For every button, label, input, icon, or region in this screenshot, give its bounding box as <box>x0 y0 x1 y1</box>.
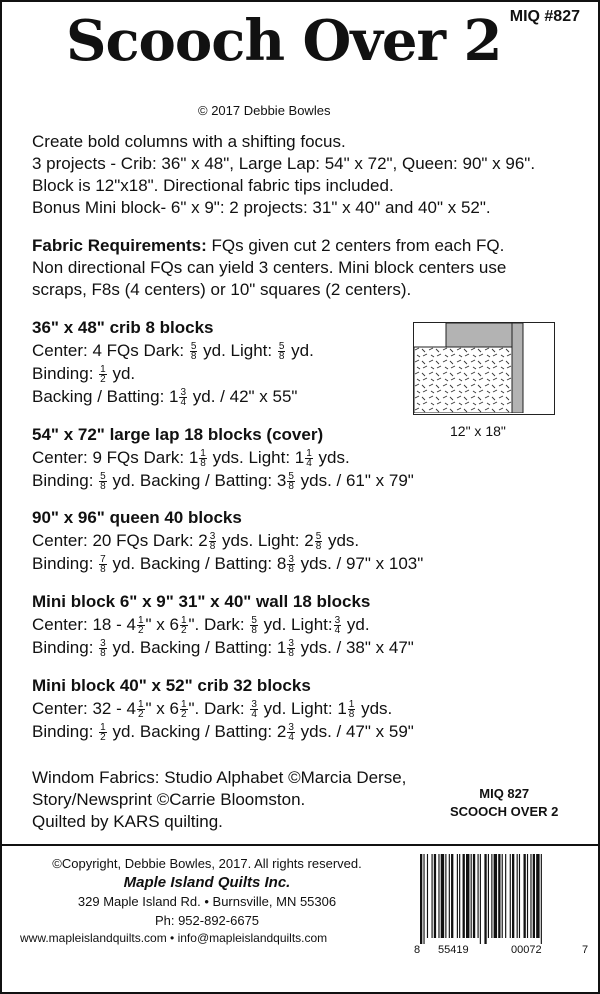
fraction: $\frac{1}{8}$ <box>348 699 355 721</box>
backing-unit: yds. / 47" x 59" <box>295 722 414 741</box>
fraction: $\frac{7}{8}$ <box>100 554 106 576</box>
light-unit: yd. <box>342 615 370 634</box>
footer-copyright: ©Copyright, Debbie Bowles, 2017. All rights reserved. <box>52 856 362 871</box>
barcode-bar <box>466 854 469 938</box>
publisher-info <box>34 854 380 930</box>
title-copyright: © 2017 Debbie Bowles <box>198 103 331 118</box>
project-crib <box>32 316 314 408</box>
barcode-bar <box>510 854 511 938</box>
barcode-bar <box>432 854 433 938</box>
product-id: MIQ 827 <box>479 786 530 801</box>
intro-line: Block is 12"x18". Directional fabric tips included. <box>32 176 394 195</box>
barcode-bar <box>480 854 481 944</box>
fraction: $\frac{1}{2}$ <box>137 615 144 637</box>
fabric-line: scraps, F8s (4 centers) or 10" squares (2 centers). <box>32 280 412 299</box>
block-size-label: 12" x 18" <box>450 423 506 439</box>
center-text: Center: 4 FQs Dark: <box>32 341 189 360</box>
web-contact-link[interactable]: www.mapleislandquilts.com • info@mapleislandquilts.com <box>20 931 328 945</box>
light-unit: yds. <box>313 448 350 467</box>
barcode-bar <box>478 854 479 938</box>
binding-text: Binding: <box>32 471 99 490</box>
project-heading: Mini block 40" x 52" crib 32 blocks <box>32 676 311 695</box>
intro-line: Bonus Mini block- 6" x 9": 2 projects: 31" x 40" and 40" x 52". <box>32 198 491 217</box>
barcode-group-1: 55419 <box>438 944 469 956</box>
fraction: $\frac{3}{4}$ <box>288 722 294 744</box>
binding-unit: yd. Backing / Batting: 3 <box>107 471 287 490</box>
fraction: $\frac{3}{8}$ <box>288 638 294 660</box>
binding-unit: yd. <box>107 364 136 383</box>
fabric-credits <box>32 767 406 833</box>
fabric-line: FQs given cut 2 centers from each FQ. <box>206 236 505 255</box>
company-address: 329 Maple Island Rd. • Burnsville, MN 55306 <box>77 894 337 909</box>
barcode-bar <box>449 854 450 938</box>
barcode-bar <box>491 854 492 938</box>
intro-line: Create bold columns with a shifting focus. <box>32 132 346 151</box>
fraction: $\frac{3}{4}$ <box>251 699 257 721</box>
fraction: $\frac{1}{2}$ <box>137 699 144 721</box>
barcode-bar <box>527 854 528 938</box>
fraction: $\frac{5}{8}$ <box>100 471 106 493</box>
barcode-bar <box>512 854 514 938</box>
binding-unit: yd. Backing / Batting: 2 <box>107 722 287 741</box>
backing-text: Backing / Batting: 1 <box>32 387 179 406</box>
credit-line: Windom Fabrics: Studio Alphabet ©Marcia Derse, <box>32 768 407 787</box>
fabric-requirements-label: Fabric Requirements: <box>32 236 207 255</box>
light-text: yd. Light: 1 <box>258 699 347 718</box>
intro-description <box>32 131 535 219</box>
fraction: $\frac{5}{8}$ <box>190 341 197 363</box>
backing-unit: yds. / 97" x 103" <box>295 554 424 573</box>
barcode-bar <box>519 854 520 938</box>
center-text: Center: 32 - 4 <box>32 699 136 718</box>
dark-unit: yds. Light: 2 <box>217 531 314 550</box>
barcode-bar <box>541 854 542 944</box>
dark-unit: yd. Light: <box>198 341 277 360</box>
intro-line: 3 projects - Crib: 36" x 48", Large Lap: 54" x 72", Queen: 90" x 96". <box>32 154 536 173</box>
center-text: Center: 9 FQs Dark: 1 <box>32 448 199 467</box>
block-diagram-svg <box>414 323 553 413</box>
fraction: $\frac{5}{8}$ <box>278 341 285 363</box>
size-text: " x 6 <box>145 615 179 634</box>
barcode-bar <box>536 854 539 938</box>
block-diagram <box>413 322 555 415</box>
project-heading: Mini block 6" x 9" 31" x 40" wall 18 blocks <box>32 592 371 611</box>
binding-unit: yd. Backing / Batting: 8 <box>107 554 287 573</box>
barcode-bar <box>502 854 503 938</box>
barcode <box>410 850 586 950</box>
pattern-id: MIQ #827 <box>509 8 580 25</box>
fraction: $\frac{1}{2}$ <box>180 699 187 721</box>
project-mini-crib <box>32 674 414 743</box>
barcode-bar <box>471 854 472 938</box>
barcode-bar <box>530 854 531 938</box>
company-phone: Ph: 952-892-6675 <box>154 913 260 928</box>
light-text: yd. Light: <box>258 615 333 634</box>
binding-text: Binding: <box>32 722 99 741</box>
center-text: Center: 18 - 4 <box>32 615 136 634</box>
center-text: Center: 20 FQs Dark: 2 <box>32 531 208 550</box>
barcode-bar <box>441 854 444 938</box>
dark-text: ". Dark: <box>188 699 250 718</box>
barcode-bar <box>524 854 526 938</box>
fraction: $\frac{1}{8}$ <box>200 448 206 470</box>
backing-unit: yds. / 38" x 47" <box>295 638 414 657</box>
barcode-bar <box>445 854 446 938</box>
project-heading: 90" x 96" queen 40 blocks <box>32 508 242 527</box>
fabric-line: Non directional FQs can yield 3 centers. Mini block centers use <box>32 258 507 277</box>
barcode-lead-digit: 8 <box>414 944 421 956</box>
fraction: $\frac{3}{8}$ <box>209 531 216 553</box>
footer-divider <box>2 844 598 846</box>
barcode-bar <box>505 854 506 938</box>
barcode-group-2: 00072 <box>511 944 542 956</box>
product-name: SCOOCH OVER 2 <box>450 804 559 819</box>
company-name: Maple Island Quilts Inc. <box>123 874 291 891</box>
light-unit: yds. <box>356 699 393 718</box>
size-text: " x 6 <box>145 699 179 718</box>
project-heading: 36" x 48" crib 8 blocks <box>32 318 214 337</box>
barcode-bar <box>533 854 535 938</box>
dark-unit: yds. Light: 1 <box>207 448 305 467</box>
fraction: $\frac{1}{4}$ <box>306 448 312 470</box>
barcode-bar <box>427 854 428 938</box>
fraction: $\frac{5}{8}$ <box>315 531 322 553</box>
barcode-bar <box>420 854 422 944</box>
credit-line: Story/Newsprint ©Carrie Bloomston. <box>32 790 306 809</box>
barcode-bar <box>457 854 458 938</box>
binding-text: Binding: <box>32 554 99 573</box>
light-unit: yds. <box>323 531 360 550</box>
light-unit: yd. <box>286 341 314 360</box>
project-lap <box>32 423 414 492</box>
fraction: $\frac{1}{2}$ <box>100 722 106 744</box>
project-queen <box>32 506 423 575</box>
barcode-bar <box>488 854 489 938</box>
fraction: $\frac{5}{8}$ <box>288 471 294 493</box>
dark-text: ". Dark: <box>188 615 250 634</box>
barcode-bar <box>463 854 465 938</box>
barcode-bar <box>484 854 486 944</box>
barcode-bar <box>498 854 500 938</box>
fraction: $\frac{3}{8}$ <box>100 638 106 660</box>
barcode-bar <box>473 854 475 938</box>
fraction: $\frac{1}{2}$ <box>100 364 106 386</box>
barcode-bar <box>494 854 497 938</box>
backing-unit: yds. / 61" x 79" <box>295 471 414 490</box>
binding-text: Binding: <box>32 638 99 657</box>
project-mini-wall <box>32 590 414 659</box>
barcode-check-digit: 7 <box>582 944 589 956</box>
project-heading: 54" x 72" large lap 18 blocks (cover) <box>32 425 324 444</box>
fabric-requirements <box>32 235 506 301</box>
backing-unit: yd. / 42" x 55" <box>188 387 298 406</box>
barcode-bar <box>438 854 439 938</box>
fraction: $\frac{5}{8}$ <box>251 615 257 637</box>
binding-unit: yd. Backing / Batting: 1 <box>107 638 287 657</box>
fraction: $\frac{3}{8}$ <box>288 554 294 576</box>
fraction: $\frac{3}{4}$ <box>180 387 187 409</box>
barcode-bar <box>451 854 453 938</box>
barcode-bar <box>517 854 518 938</box>
fraction: $\frac{1}{2}$ <box>180 615 187 637</box>
barcode-bar <box>434 854 436 938</box>
barcode-bar <box>423 854 424 944</box>
fraction: $\frac{3}{4}$ <box>334 615 341 637</box>
product-label <box>450 785 558 821</box>
pattern-title: Scooch Over 2 <box>66 8 502 74</box>
binding-text: Binding: <box>32 364 99 383</box>
barcode-bar <box>459 854 460 938</box>
credit-line: Quilted by KARS quilting. <box>32 812 223 831</box>
